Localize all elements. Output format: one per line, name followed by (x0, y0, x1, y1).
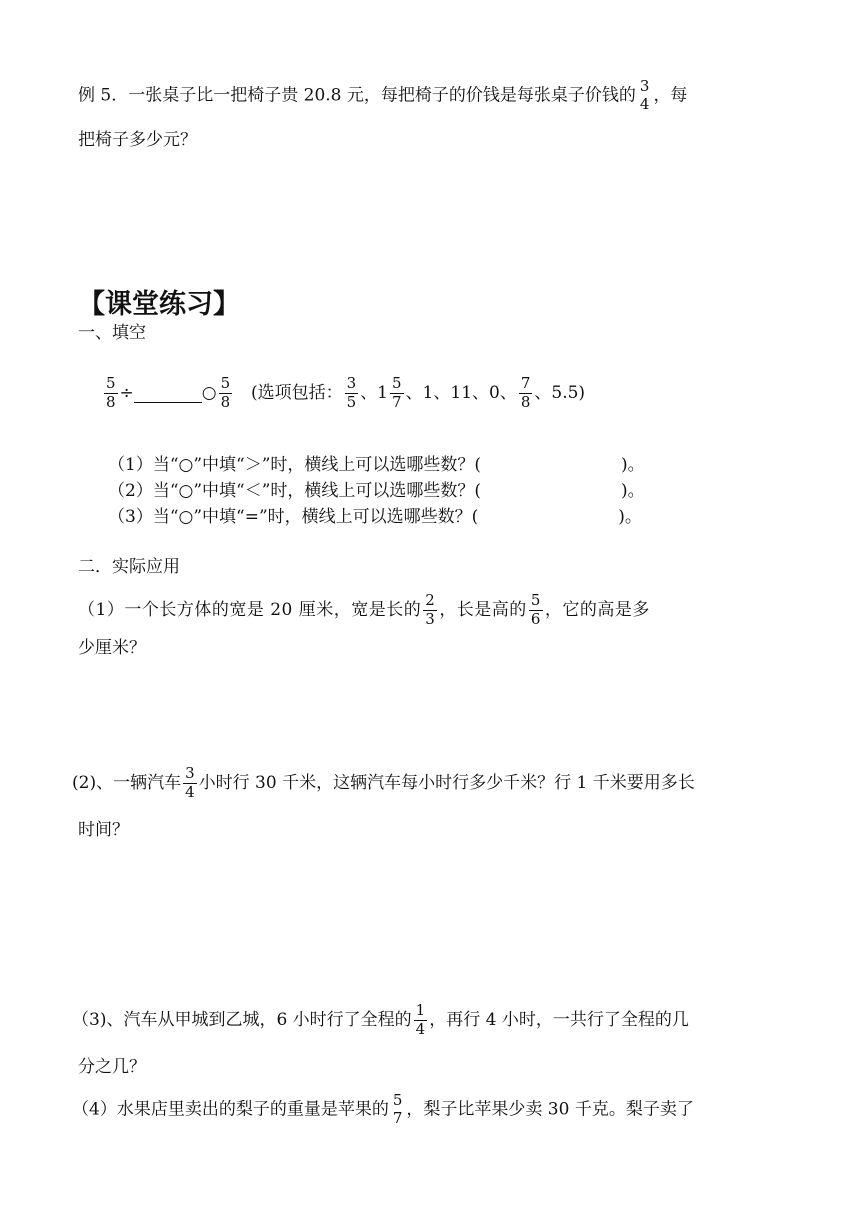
fraction: $\frac{7}{8}$ (520, 374, 531, 411)
fraction: $\frac{5}{7}$ (392, 374, 402, 411)
fraction: $\frac{1}{4}$ (415, 1001, 426, 1038)
problem-2-line1: (2)、一辆汽车 $\frac{3}{4}$ 小时行 30 千米，这辆汽车每小时行多少千米？行 1 千米要用多长 (72, 764, 695, 801)
example5-line2: 把椅子多少元？ (78, 130, 197, 150)
problem-1-line2: 少厘米？ (78, 638, 146, 658)
section2-title: 二．实际应用 (78, 557, 180, 577)
fraction: $\frac{5}{8}$ (106, 374, 116, 411)
answer-blank[interactable] (134, 384, 202, 403)
fraction: $\frac{2}{3}$ (425, 591, 436, 628)
problem-3-line1: （3)、汽车从甲城到乙城，6 小时行了全程的 $\frac{1}{4}$ ，再行 4 小时，一共行了全程的几 (72, 1001, 689, 1038)
fraction: $\frac{5}{6}$ (530, 591, 541, 628)
example5-line1 (78, 79, 687, 113)
fraction: $\frac{3}{5}$ (346, 374, 357, 411)
example5-text: 例 5．一张桌子比一把椅子贵 20.8 元，每把椅子的价钱是每张桌子价钱的 (78, 85, 636, 106)
question-2: （2）当“○”中填“＜”时，横线上可以选哪些数？( )。 (108, 481, 645, 501)
comparison-circle[interactable]: ○ (201, 382, 217, 403)
question-3: （3）当“○”中填“=”时，横线上可以选哪些数？( )。 (108, 507, 642, 527)
fraction: 5 7 (392, 1091, 403, 1127)
question-1: （1）当“○”中填“＞”时，横线上可以选哪些数？( )。 (108, 455, 645, 475)
section-heading: 【课堂练习】 (78, 289, 240, 320)
problem-3-line2: 分之几？ (78, 1057, 146, 1077)
fraction: $\frac{5}{8}$ (220, 374, 231, 411)
section1-title: 一、填空 (78, 323, 146, 343)
fill-expression: $\frac{5}{8}$ ÷ ○ $\frac{5}{8}$ (选项包括： $\frac{3}{5}$ 、1 $\frac{5}{7}$ 、1、11、0、 $\frac{7}{8}$ 、5.5) (106, 374, 586, 411)
fraction: 3 4 (639, 77, 650, 113)
problem-4-line1: （4）水果店里卖出的梨子的重量是苹果的 5 7 ，梨子比苹果少卖 30 千克。梨子卖了 (72, 1091, 694, 1127)
problem-1-line1: （1）一个长方体的宽是 20 厘米，宽是长的 $\frac{2}{3}$ ，长是高的 $\frac{5}{6}$ ，它的高是多 (78, 591, 650, 628)
example5-text: ，每 (653, 85, 688, 106)
fraction: $\frac{3}{4}$ (185, 764, 195, 801)
problem-2-line2: 时间？ (78, 820, 129, 840)
